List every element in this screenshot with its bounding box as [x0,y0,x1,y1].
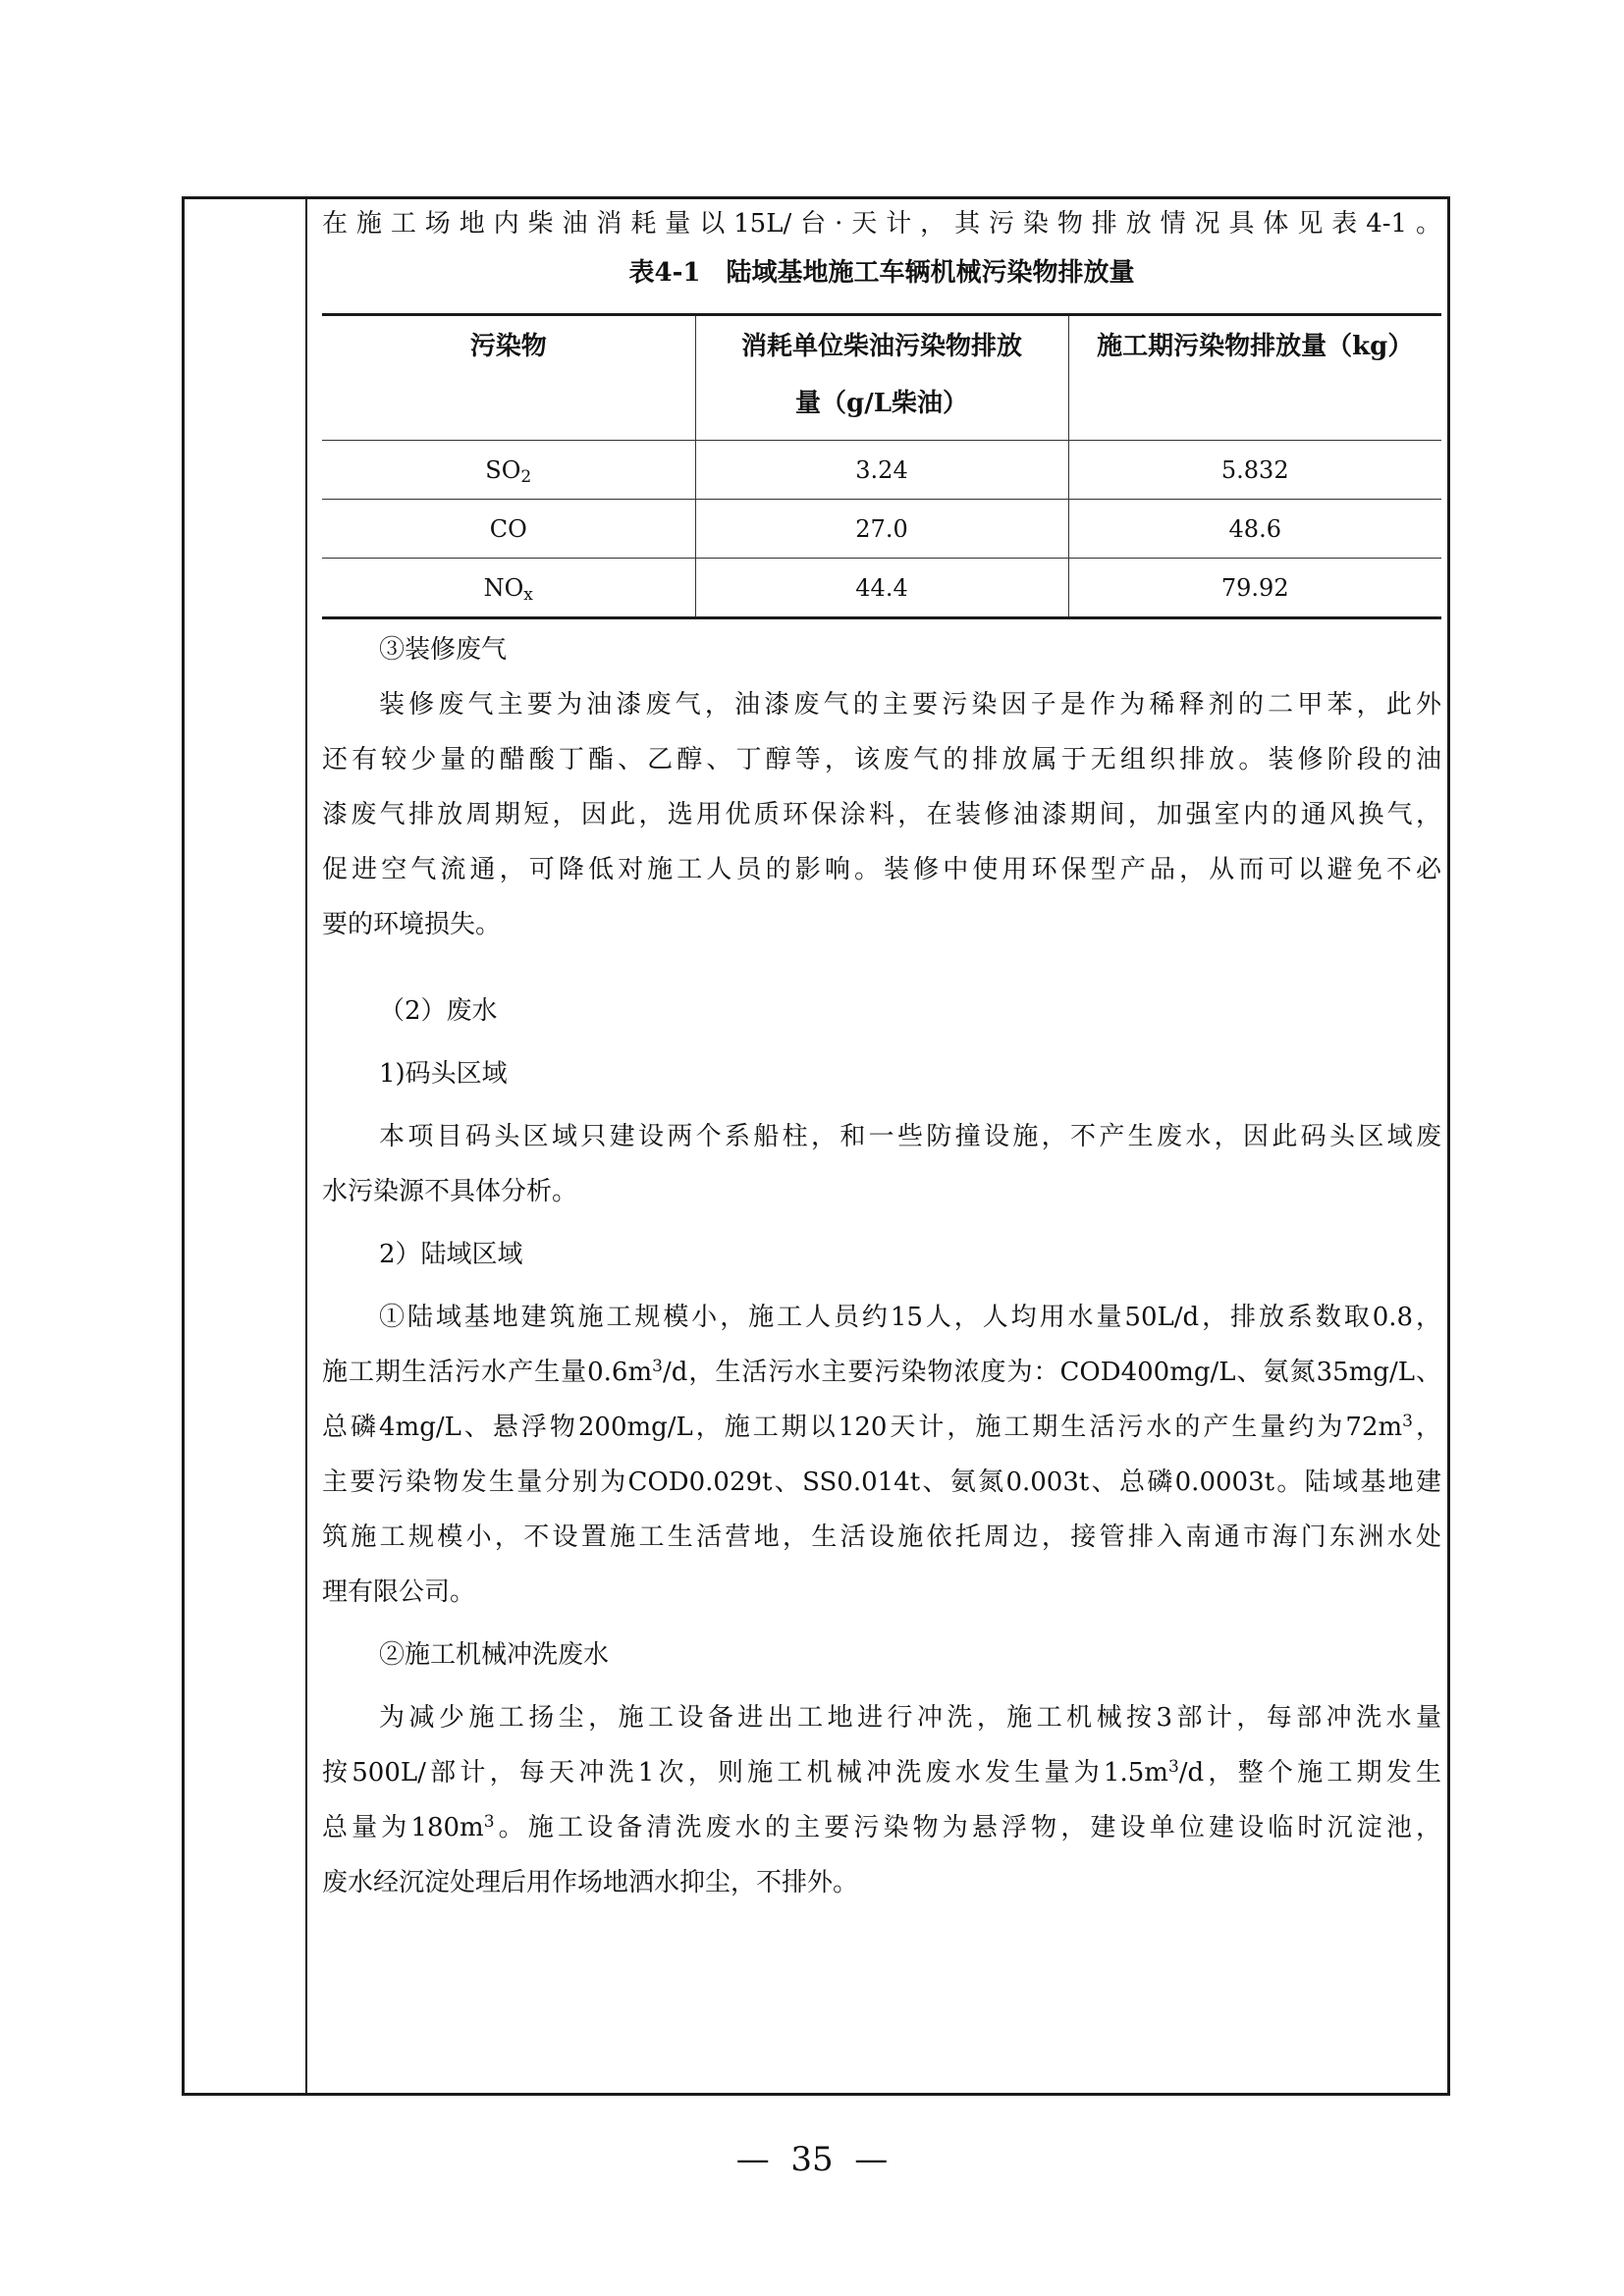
text-run: 施工期生活污水产生量0.6m [322,1358,653,1387]
paragraph-line: 漆废气排放周期短，因此，选用优质环保涂料，在装修油漆期间，加强室内的通风换气， [322,800,1441,829]
text-run: 总量为180m [322,1813,484,1842]
paragraph-line [322,1813,1441,1842]
pollutant-cell [322,559,695,618]
left-column-divider [305,199,307,2093]
superscript: 3 [652,1358,663,1376]
pollutant-subscript: 2 [520,466,532,487]
page-frame [182,196,1450,2096]
table-header-row [322,315,1441,441]
unit-emission-cell: 44.4 [695,559,1068,618]
text-run: 主要污染物发生量分别为COD0.029t、SS0.014t、氨氮0.003t、总磷0.0003t。陆域基地建 [322,1468,1441,1497]
dock-heading: 1)码头区域 [379,1059,508,1089]
text-run: 筑施工规模小，不设置施工生活营地，生活设施依托周边，接管排入南通市海门东洲水处 [322,1522,1441,1552]
text-run: 按500L/部计，每天冲洗1次，则施工机械冲洗废水发生量为1.5m [322,1758,1168,1788]
pollutant-name: CO [489,514,527,543]
intro-line: 在施工场地内柴油消耗量以15L/台·天计，其污染物排放情况具体见表4-1。 [322,209,1441,239]
text-run: ， [1412,1413,1441,1442]
pollutant-name: NO [483,573,524,602]
paragraph-line [322,1413,1441,1442]
period-emission-cell: 48.6 [1068,500,1441,559]
unit-emission-cell: 27.0 [695,500,1068,559]
text-run: 理有限公司。 [322,1577,476,1607]
paragraph-line [322,1577,475,1607]
period-emission-cell: 5.832 [1068,441,1441,500]
table-row [322,559,1441,618]
paragraph-line: 本项目码头区域只建设两个系船柱，和一些防撞设施，不产生废水，因此码头区域废 [379,1122,1441,1151]
pollutant-name: SO [485,455,521,484]
text-run: /d，生活污水主要污染物浓度为：COD400mg/L、氨氮35mg/L、 [662,1358,1441,1387]
table-row [322,500,1441,559]
washing-heading: ②施工机械冲洗废水 [379,1640,610,1670]
land-heading: 2）陆域区域 [379,1240,523,1269]
paragraph-line: 水污染源不具体分析。 [322,1177,578,1206]
paragraph-line: 还有较少量的醋酸丁酯、乙醇、丁醇等，该废气的排放属于无组织排放。装修阶段的油 [322,745,1441,774]
unit-emission-cell: 3.24 [695,441,1068,500]
emission-table [322,313,1441,619]
paragraph-line [322,1758,1441,1788]
pollutant-cell [322,500,695,559]
text-run: /d，整个施工期发生 [1178,1758,1441,1788]
paragraph-line [379,1703,1441,1733]
header-unit-emission-line2: 量（g/L柴油） [795,389,968,418]
page-number: — 35 — [735,2140,889,2179]
table-title: 表4-1 陆域基地施工车辆机械污染物排放量 [628,258,1135,288]
text-run: ①陆域基地建筑施工规模小，施工人员约15人，人均用水量50L/d，排放系数取0.8， [379,1303,1441,1332]
header-unit-emission [695,315,1068,441]
text-run: 总磷4mg/L、悬浮物200mg/L，施工期以120天计，施工期生活污水的产生量约为72m [322,1413,1403,1442]
decoration-heading: ③装修废气 [379,635,508,665]
wastewater-heading: （2）废水 [379,996,498,1026]
superscript: 3 [1402,1413,1413,1431]
paragraph-line: 要的环境损失。 [322,910,502,939]
header-pollutant: 污染物 [322,315,695,441]
paragraph-line [379,1303,1441,1332]
paragraph-line [322,1358,1441,1387]
paragraph-line [322,1522,1441,1552]
superscript: 3 [483,1813,495,1832]
paragraph-line [322,1468,1441,1497]
header-unit-emission-line1: 消耗单位柴油污染物排放 [740,332,1022,361]
text-run: 废水经沉淀处理后用作场地洒水抑尘，不排外。 [322,1868,859,1897]
text-run: 。施工设备清洗废水的主要污染物为悬浮物，建设单位建设临时沉淀池， [494,1813,1441,1842]
period-emission-cell: 79.92 [1068,559,1441,618]
paragraph-line: 促进空气流通，可降低对施工人员的影响。装修中使用环保型产品，从而可以避免不必 [322,855,1441,884]
header-period-emission: 施工期污染物排放量（kg） [1068,315,1441,441]
pollutant-cell [322,441,695,500]
pollutant-subscript: x [523,584,533,605]
text-run: 为减少施工扬尘，施工设备进出工地进行冲洗，施工机械按3部计，每部冲洗水量 [379,1703,1441,1733]
superscript: 3 [1167,1758,1179,1777]
paragraph-line [322,1868,858,1897]
paragraph-line: 装修废气主要为油漆废气，油漆废气的主要污染因子是作为稀释剂的二甲苯，此外 [379,690,1441,720]
table-row [322,441,1441,500]
